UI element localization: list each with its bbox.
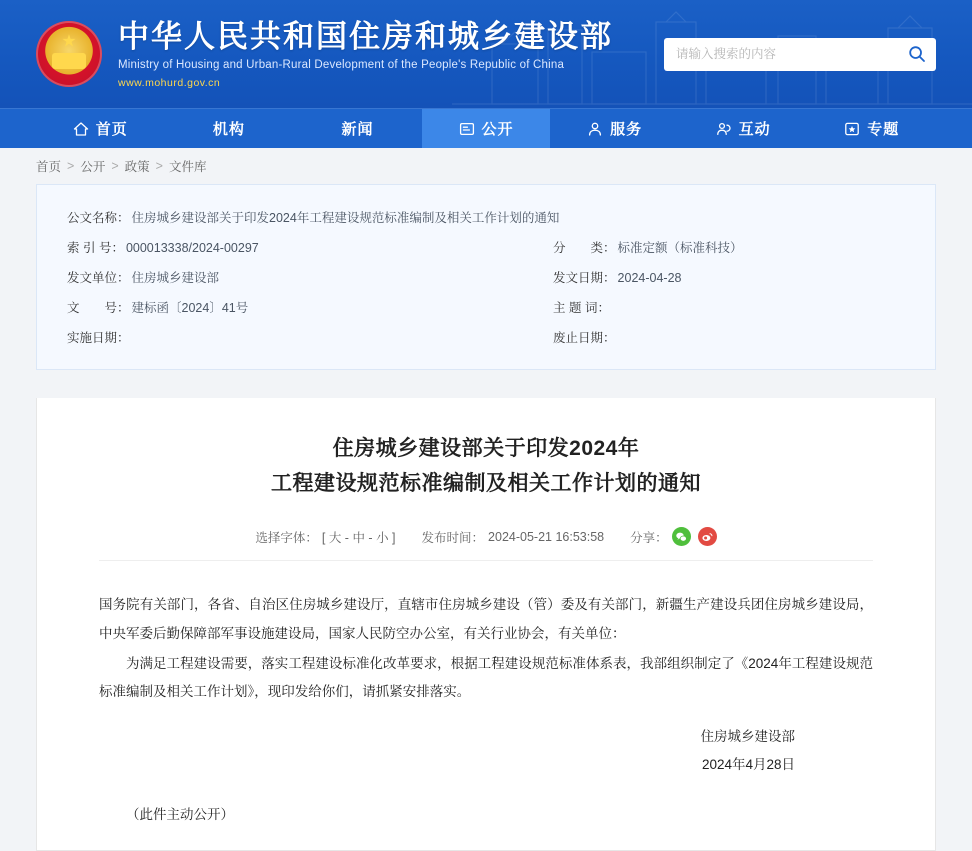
signature-block <box>99 723 873 780</box>
document-body <box>99 591 873 829</box>
breadcrumb-separator: > <box>155 159 163 173</box>
interact-icon <box>716 121 732 137</box>
nav-label: 首页 <box>95 121 128 138</box>
document-toolbar <box>99 527 873 561</box>
meta-label: 发文日期： <box>553 271 616 285</box>
meta-label: 发文单位： <box>67 271 130 285</box>
footnote: （此件主动公开） <box>126 807 234 823</box>
wechat-icon[interactable] <box>672 527 691 546</box>
search-box[interactable] <box>664 38 936 71</box>
main-nav[interactable] <box>0 108 972 148</box>
doc-title-line2: 工程建设规范标准编制及相关工作计划的通知 <box>271 471 701 495</box>
meta-label: 废止日期： <box>553 331 616 345</box>
meta-label: 分 类： <box>553 241 616 255</box>
search-button[interactable] <box>904 41 930 67</box>
national-emblem-icon <box>36 21 102 87</box>
meta-field-effective-date <box>67 323 553 353</box>
nav-label: 新闻 <box>341 121 374 138</box>
meta-value: 建标函〔2024〕41号 <box>131 301 249 315</box>
paragraph: 为满足工程建设需要，落实工程建设标准化改革要求，根据工程建设规范标准体系表，我部组织制定了《2024年工程建设规范标准编制及相关工作计划》，现印发给你们，请抓紧安排落实。 <box>99 655 873 700</box>
nav-label: 机构 <box>212 121 245 138</box>
nav-label: 专题 <box>867 121 900 138</box>
site-title-cn: 中华人民共和国住房和城乡建设部 <box>118 18 613 54</box>
share-icons <box>672 527 717 546</box>
meta-field-subject-words <box>553 293 905 323</box>
meta-value: 住房城乡建设部关于印发2024年工程建设规范标准编制及相关工作计划的通知 <box>131 211 560 225</box>
breadcrumb-item-policy[interactable]: 政策 <box>124 160 150 174</box>
meta-value: 标准定额（标准科技） <box>617 241 743 255</box>
meta-label: 文 号： <box>67 301 130 315</box>
nav-item-open[interactable] <box>422 109 551 148</box>
nav-item-topic[interactable] <box>807 109 936 148</box>
page-content <box>0 184 972 851</box>
breadcrumb-item-open[interactable]: 公开 <box>80 160 106 174</box>
emblem-gear-icon <box>52 53 86 69</box>
meta-row <box>67 323 905 353</box>
share-label: 分享： <box>630 530 668 545</box>
meta-field-category <box>553 233 905 263</box>
meta-row <box>67 263 905 293</box>
meta-field-issue-date <box>553 263 905 293</box>
site-title-en: Ministry of Housing and Urban-Rural Development of the People's Republic of China <box>118 59 565 72</box>
nav-label: 服务 <box>610 121 643 138</box>
font-size-medium[interactable]: 中 <box>352 530 365 545</box>
topic-icon <box>844 121 860 137</box>
breadcrumb-separator: > <box>111 159 119 173</box>
weibo-glyph-icon <box>701 531 713 543</box>
meta-field-doc-name <box>67 203 905 233</box>
publish-time-value: 2024-05-21 16:53:58 <box>488 529 605 544</box>
site-header <box>0 0 972 108</box>
paragraph: 国务院有关部门，各省、自治区住房城乡建设厅，直辖市住房城乡建设（管）委及有关部门，新疆生产建设兵团住房城乡建设局，中央军委后勤保障部军事设施建设局，国家人民防空办公室，有关行业协会，有关单位： <box>99 597 873 641</box>
meta-row <box>67 293 905 323</box>
site-titles <box>118 19 613 90</box>
nav-item-interaction[interactable] <box>679 109 808 148</box>
emblem-star-icon: ★ <box>61 31 77 51</box>
nav-item-news[interactable] <box>293 109 422 148</box>
nav-label: 公开 <box>481 121 514 138</box>
breadcrumb-separator: > <box>67 159 75 173</box>
font-size-options: [ 大 - 中 - 小 ] <box>321 530 396 545</box>
meta-label: 主 题 词： <box>553 301 610 315</box>
doc-title-line1: 住房城乡建设部关于印发2024年 <box>332 437 640 460</box>
breadcrumb-item-documents[interactable]: 文件库 <box>168 160 207 174</box>
breadcrumb <box>0 148 972 184</box>
nav-item-home[interactable] <box>36 109 165 148</box>
font-size-large[interactable]: 大 <box>328 530 342 545</box>
signature-org: 住房城乡建设部 <box>700 728 795 744</box>
document-meta-card <box>36 184 936 370</box>
meta-field-doc-number <box>67 293 553 323</box>
publish-time-group <box>422 528 605 546</box>
breadcrumb-item-home[interactable]: 首页 <box>36 160 62 174</box>
meta-label: 公文名称： <box>67 211 130 225</box>
signature-date: 2024年4月28日 <box>701 757 795 772</box>
meta-value: 000013338/2024-00297 <box>125 241 259 255</box>
page-title <box>99 432 873 501</box>
font-size-label: 选择字体： <box>255 530 318 545</box>
meta-label: 实施日期： <box>67 331 130 345</box>
article-card <box>36 398 936 851</box>
home-icon <box>73 121 89 137</box>
meta-field-abolish-date <box>553 323 905 353</box>
meta-row <box>67 233 905 263</box>
meta-field-issuing-unit <box>67 263 553 293</box>
nav-item-organization[interactable] <box>165 109 294 148</box>
nav-label: 互动 <box>738 121 771 138</box>
nav-item-service[interactable] <box>550 109 679 148</box>
meta-value: 2024-04-28 <box>617 271 682 285</box>
font-size-selector[interactable] <box>255 528 395 546</box>
meta-row <box>67 203 905 233</box>
wechat-glyph-icon <box>675 531 687 543</box>
font-size-small[interactable]: 小 <box>376 530 389 545</box>
meta-field-index-no <box>67 233 553 263</box>
share-group <box>630 527 717 546</box>
meta-label: 索 引 号： <box>67 241 124 255</box>
search-icon <box>908 45 926 63</box>
open-icon <box>459 121 475 137</box>
service-icon <box>587 121 603 137</box>
search-input[interactable] <box>676 47 904 61</box>
weibo-icon[interactable] <box>698 527 717 546</box>
meta-value: 住房城乡建设部 <box>131 271 220 285</box>
publish-time-label: 发布时间： <box>421 530 485 545</box>
site-url: www.mohurd.gov.cn <box>118 77 221 90</box>
